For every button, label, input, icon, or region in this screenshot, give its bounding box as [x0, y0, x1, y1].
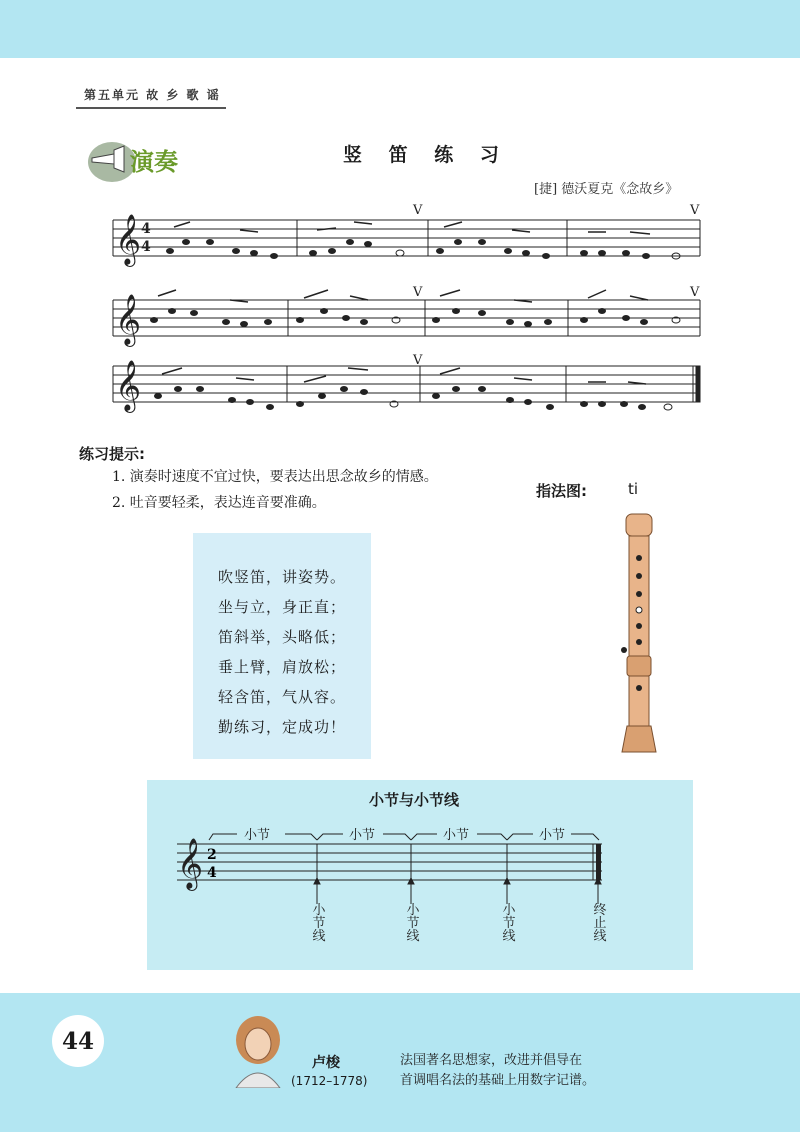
person-years: (1712–1778): [291, 1074, 368, 1088]
unit-header: 第五单元 故 乡 歌 谣: [84, 88, 221, 102]
measure-diagram: [147, 780, 693, 970]
portrait-icon: [228, 1010, 288, 1088]
perform-label: 演奏: [130, 147, 178, 176]
notes-staff-3: [154, 386, 672, 410]
time-sig-bottom: 4: [207, 865, 217, 881]
poem-line: 轻含笛，气从容。: [218, 688, 347, 706]
measure-label: 小节: [539, 828, 566, 843]
poem-line: 勤练习，定成功！: [218, 718, 347, 736]
breath-mark: V: [690, 203, 700, 218]
source-credit: [捷] 德沃夏克《念故乡》: [534, 182, 679, 197]
poem-line: 坐与立，身正直；: [218, 598, 347, 616]
staff-2: [113, 300, 700, 336]
time-sig-top: 2: [207, 847, 217, 863]
treble-clef-3: 𝄞: [115, 360, 142, 411]
treble-clef-2: 𝄞: [115, 294, 142, 345]
time-sig-bottom: 4: [141, 239, 151, 255]
recorder-icon: [610, 510, 670, 760]
breath-mark: V: [413, 353, 423, 368]
measure-label: 小节: [443, 828, 470, 843]
breath-mark: V: [413, 203, 423, 218]
page-number: 44: [52, 1015, 104, 1067]
treble-clef-1: 𝄞: [115, 214, 142, 265]
page-title: 竖 笛 练 习: [343, 144, 509, 166]
staff-1: [113, 220, 700, 256]
barline-label: 终止线: [590, 902, 606, 942]
beams: [158, 222, 650, 384]
music-score: [0, 0, 800, 440]
barline-label: 小节线: [499, 902, 515, 942]
fingering-label: 指法图:: [536, 482, 587, 500]
barline-label: 小节线: [403, 902, 419, 942]
breath-mark: V: [690, 285, 700, 300]
time-sig-top: 4: [141, 221, 151, 237]
fingering-note: ti: [628, 480, 639, 498]
person-description: 首调唱名法的基础上用数字记谱。: [400, 1073, 596, 1088]
staff-3: [113, 366, 700, 402]
treble-clef: 𝄞: [177, 838, 204, 889]
barline-label: 小节线: [309, 902, 325, 942]
barline-arrows: [314, 878, 601, 904]
poem-line: 吹竖笛，讲姿势。: [218, 568, 347, 586]
breath-mark: V: [413, 285, 423, 300]
tips-heading: 练习提示:: [79, 445, 145, 463]
poem-line: 垂上臂，肩放松；: [218, 658, 347, 676]
poem-line: 笛斜举，头略低；: [218, 628, 347, 646]
measure-label: 小节: [349, 828, 376, 843]
person-name: 卢梭: [312, 1055, 340, 1071]
tip-item: 2. 吐音要轻柔，表达连音要准确。: [112, 495, 326, 511]
person-description: 法国著名思想家，改进并倡导在: [400, 1053, 583, 1068]
tip-item: 1. 演奏时速度不宜过快，要表达出思念故乡的情感。: [112, 469, 438, 485]
measure-title: 小节与小节线: [369, 791, 460, 809]
measure-label: 小节: [244, 828, 271, 843]
